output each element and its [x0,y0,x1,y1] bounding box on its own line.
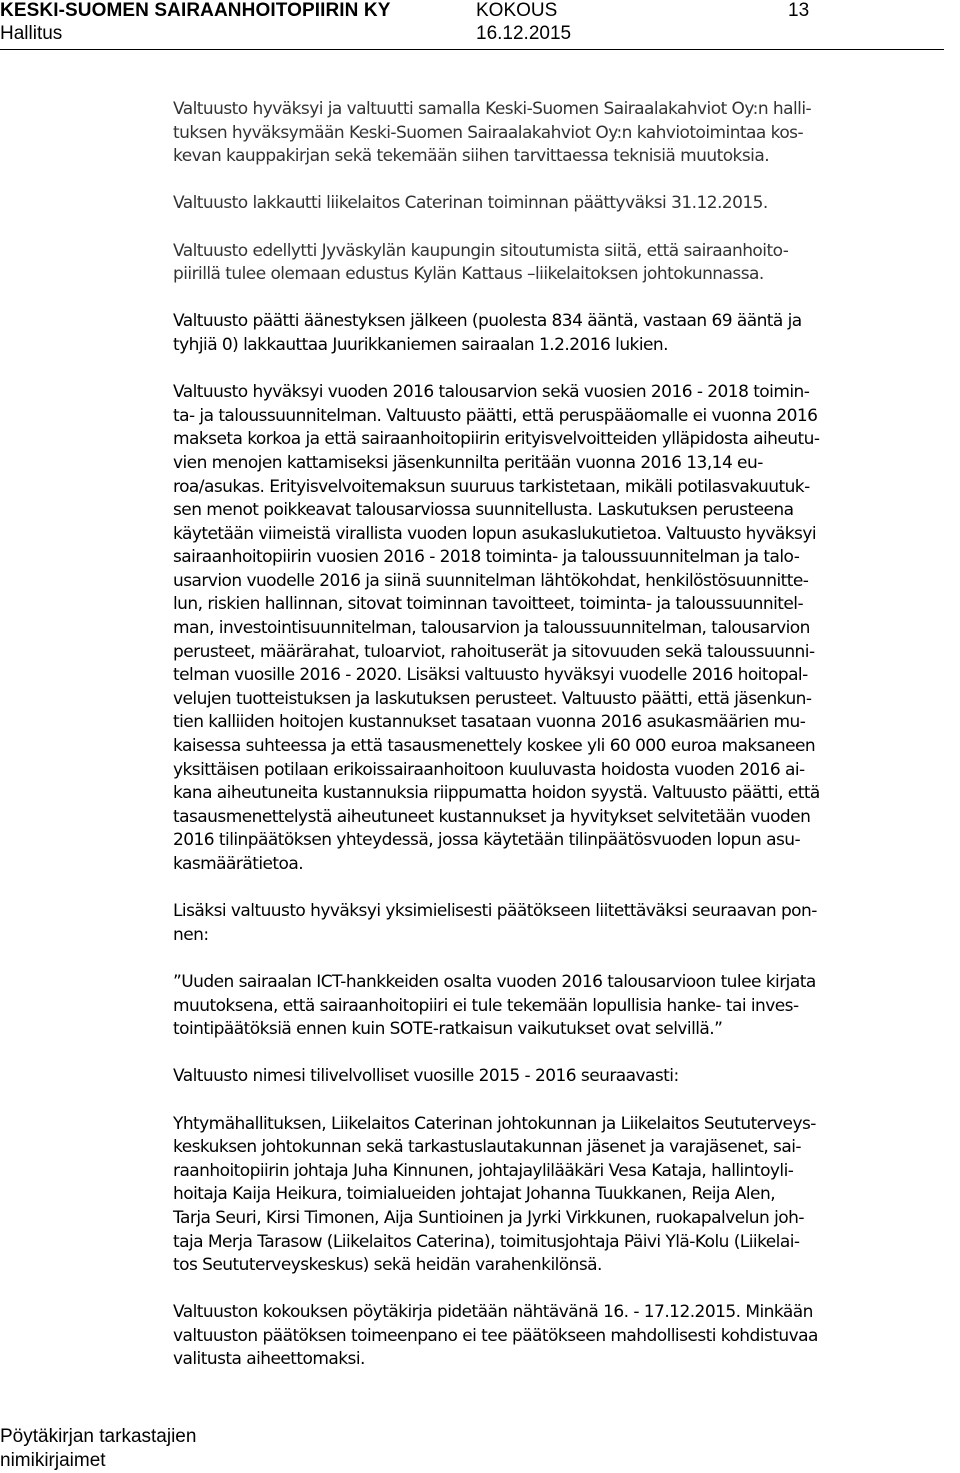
text-line: lun, riskien hallinnan, sitovat toiminnan tavoitteet, toiminta- ja taloussuunnitel- [173,594,804,615]
text-line: Yhtymähallituksen, Liikelaitos Caterinan johtokunnan ja Liikelaitos Seututerveys- [173,1113,816,1134]
header-divider [0,49,944,50]
text-line: Valtuusto edellytti Jyväskylän kaupungin sitoutumista siitä, että sairaanhoito- [173,240,789,261]
text-line: yksittäisen potilaan erikoissairaanhoitoon kuuluvasta hoidosta vuoden 2016 ai- [173,759,805,780]
text-line: kana aiheutuneita kustannuksia riippumatta hoidon syystä. Valtuusto päätti, että [173,783,820,804]
footer-line-2: nimikirjaimet [0,1450,106,1471]
text-line: Valtuusto nimesi tilivelvolliset vuosille 2015 - 2016 seuraavasti: [173,1066,679,1087]
meeting-date: 16.12.2015 [476,23,572,44]
text-line: telman vuosille 2016 - 2020. Lisäksi valtuusto hyväksyi vuodelle 2016 hoitopal- [173,665,808,686]
paragraph-gap [173,216,950,240]
text-line: kaisessa suhteessa ja että tasausmenettely koskee yli 60 000 euroa maksaneen [173,736,816,757]
text-line: tasausmenettelystä aiheutuneet kustannukset ja hyvitykset selvitetään vuoden [173,806,811,827]
text-line: Tarja Seuri, Kirsi Timonen, Aija Suntioinen ja Jyrki Virkkunen, ruokapalvelun joh- [173,1207,804,1228]
text-line: nen: [173,924,209,945]
paragraph [173,1301,950,1372]
paragraph-gap [173,287,950,311]
text-line: Valtuusto lakkautti liikelaitos Caterinan toiminnan päättyväksi 31.12.2015. [173,193,768,214]
paragraph-gap [173,1278,950,1302]
text-line: Valtuusto hyväksyi vuoden 2016 talousarvion sekä vuosien 2016 - 2018 toimin- [173,382,810,403]
text-line: muutoksena, että sairaanhoitopiiri ei tule tekemään lopullisia hanke- tai inves- [173,995,799,1016]
paragraph [173,900,950,947]
text-line: tyhjiä 0) lakkauttaa Juurikkaniemen sairaalan 1.2.2016 lukien. [173,334,669,355]
paragraph [173,240,950,287]
paragraph [173,310,950,357]
text-line: tien kalliiden hoitojen kustannukset tasataan vuonna 2016 asukasmäärien mu- [173,712,806,733]
text-line: keskuksen johtokunnan sekä tarkastuslautakunnan jäsenet ja varajäsenet, sai- [173,1137,801,1158]
organization-name: KESKI-SUOMEN SAIRAANHOITOPIIRIN KY [0,0,391,21]
paragraph [173,971,950,1042]
text-line: tuksen hyväksymään Keski-Suomen Sairaalakahviot Oy:n kahviotoimintaa kos- [173,122,804,143]
paragraph [173,381,950,876]
text-line: ta- ja taloussuunnitelman. Valtuusto päätti, että peruspääomalle ei vuonna 2016 [173,405,818,426]
text-line: piirillä tulee olemaan edustus Kylän Kattaus –liikelaitoksen johtokunnassa. [173,264,764,285]
text-line: tos Seututerveyskeskus) sekä heidän varahenkilönsä. [173,1255,602,1276]
text-line: taja Merja Tarasow (Liikelaitos Caterina), toimitusjohtaja Päivi Ylä-Kolu (Liikelai- [173,1231,800,1252]
text-line: sairaanhoitopiirin vuosien 2016 - 2018 toiminta- ja taloussuunnitelman ja talo- [173,547,800,568]
text-line: valtuuston päätöksen toimeenpano ei tee päätökseen mahdollisesti kohdistuvaa [173,1325,818,1346]
footer-line-1: Pöytäkirjan tarkastajien [0,1426,197,1447]
document-type: KOKOUS [476,0,558,21]
document-body [173,98,950,1372]
text-line: Valtuusto hyväksyi ja valtuutti samalla Keski-Suomen Sairaalakahviot Oy:n halli- [173,99,812,119]
page-header [0,0,960,52]
paragraph-gap [173,358,950,382]
text-line: hoitaja Kaija Heikura, toimialueiden johtajat Johanna Tuukkanen, Reija Alen, [173,1184,776,1205]
text-line: kasmäärätietoa. [173,854,304,874]
text-line: Valtuusto päätti äänestyksen jälkeen (puolesta 834 ääntä, vastaan 69 ääntä ja [173,311,802,332]
text-line: ”Uuden sairaalan ICT-hankkeiden osalta vuoden 2016 talousarvioon tulee kirjata [173,971,816,992]
text-line: raanhoitopiirin johtaja Juha Kinnunen, johtajaylilääkäri Vesa Kataja, hallintoyli- [173,1160,794,1181]
text-line: Lisäksi valtuusto hyväksyi yksimielisesti päätökseen liitettäväksi seuraavan pon- [173,901,817,922]
paragraph [173,1113,950,1278]
page-footer [0,1425,196,1473]
paragraph [173,98,950,169]
text-line: man, investointisuunnitelman, talousarvion ja taloussuunnitelman, talousarvion [173,618,810,639]
text-line: 2016 tilinpäätöksen yhteydessä, jossa käytetään tilinpäätösvuoden lopun asu- [173,830,801,851]
text-line: usarvion vuodelle 2016 ja siinä suunnitelman lähtökohdat, henkilöstösuunnitte- [173,570,809,591]
paragraph-gap [173,169,950,193]
paragraph-gap [173,947,950,971]
text-line: kevan kauppakirjan sekä tekemään siihen tarvittaessa teknisiä muutoksia. [173,146,770,167]
text-line: sen menot poikkeavat talousarviossa suunnitellusta. Laskutuksen perusteena [173,500,794,521]
text-line: tointipäätöksiä ennen kuin SOTE-ratkaisun vaikutukset ovat selvillä.” [173,1019,723,1040]
paragraph-gap [173,877,950,901]
text-line: makseta korkoa ja että sairaanhoitopiirin erityisvelvoitteiden ylläpidosta aiheutu- [173,429,820,450]
section-name: Hallitus [0,23,63,44]
paragraph-gap [173,1042,950,1066]
text-line: roa/asukas. Erityisvelvoitemaksun suuruus tarkistetaan, mikäli potilasvakuutuk- [173,476,810,497]
text-line: vien menojen kattamiseksi jäsenkunnilta peritään vuonna 2016 13,14 eu- [173,452,763,473]
text-line: valitusta aiheettomaksi. [173,1349,365,1370]
text-line: perusteet, määrärahat, tuloarviot, rahoituserät ja sitovuuden sekä taloussuunni- [173,641,815,662]
text-line: käytetään viimeistä virallista vuoden lopun asukaslukutietoa. Valtuusto hyväksyi [173,523,817,544]
text-line: Valtuuston kokouksen pöytäkirja pidetään nähtävänä 16. - 17.12.2015. Minkään [173,1302,813,1323]
page-number: 13 [788,0,810,21]
paragraph-gap [173,1089,950,1113]
text-line: velujen tuotteistuksen ja laskutuksen perusteet. Valtuusto päätti, että jäsenkun- [173,688,812,709]
paragraph [173,1065,950,1089]
paragraph [173,192,950,216]
